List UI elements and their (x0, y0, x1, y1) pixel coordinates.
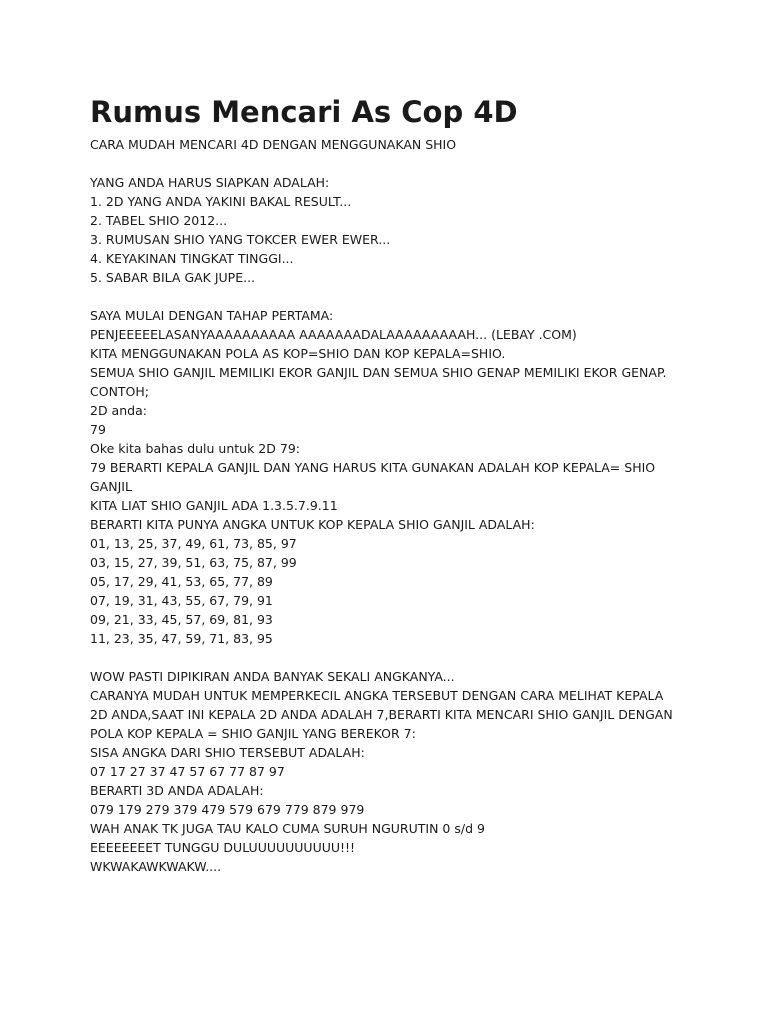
text-line: 79 (90, 422, 106, 437)
number-row: 03, 15, 27, 39, 51, 63, 75, 87, 99 (90, 555, 297, 570)
text-line: POLA KOP KEPALA = SHIO GANJIL YANG BEREKOR 7: (90, 726, 416, 741)
text-line: CARANYA MUDAH UNTUK MEMPERKECIL ANGKA TERSEBUT DENGAN CARA MELIHAT KEPALA (90, 688, 664, 703)
text-line: Oke kita bahas dulu untuk 2D 79: (90, 441, 300, 456)
page-title: Rumus Mencari As Cop 4D (90, 95, 518, 129)
text-line: SISA ANGKA DARI SHIO TERSEBUT ADALAH: (90, 745, 365, 760)
text-line: 5. SABAR BILA GAK JUPE... (90, 270, 256, 285)
text-line: 3. RUMUSAN SHIO YANG TOKCER EWER EWER... (90, 232, 391, 247)
text-line: 2D anda: (90, 403, 147, 418)
text-line: YANG ANDA HARUS SIAPKAN ADALAH: (90, 175, 330, 190)
section-narrowing (90, 667, 690, 876)
text-line: WOW PASTI DIPIKIRAN ANDA BANYAK SEKALI ANGKANYA... (90, 669, 455, 684)
text-line: EEEEEEEET TUNGGU DULUUUUUUUUUU!!! (90, 840, 356, 855)
number-row: 05, 17, 29, 41, 53, 65, 77, 89 (90, 574, 273, 589)
document-body (90, 135, 690, 876)
section-first-step (90, 306, 690, 648)
text-line: BERARTI KITA PUNYA ANGKA UNTUK KOP KEPALA SHIO GANJIL ADALAH: (90, 517, 535, 532)
number-row: 07, 19, 31, 43, 55, 67, 79, 91 (90, 593, 273, 608)
text-line: BERARTI 3D ANDA ADALAH: (90, 783, 264, 798)
subtitle: CARA MUDAH MENCARI 4D DENGAN MENGGUNAKAN SHIO (90, 137, 457, 152)
text-line: 4. KEYAKINAN TINGKAT TINGGI... (90, 251, 294, 266)
text-line: SEMUA SHIO GANJIL MEMILIKI EKOR GANJIL DAN SEMUA SHIO GENAP MEMILIKI EKOR GENAP. (90, 365, 667, 380)
text-line: WKWAKAWKWAKW.... (90, 859, 222, 874)
text-line: KITA MENGGUNAKAN POLA AS KOP=SHIO DAN KOP KEPALA=SHIO. (90, 346, 506, 361)
number-row: 01, 13, 25, 37, 49, 61, 73, 85, 97 (90, 536, 297, 551)
text-line: KITA LIAT SHIO GANJIL ADA 1.3.5.7.9.11 (90, 498, 338, 513)
text-line: 2. TABEL SHIO 2012... (90, 213, 228, 228)
paragraph-gap (90, 154, 690, 173)
text-line: SAYA MULAI DENGAN TAHAP PERTAMA: (90, 308, 334, 323)
number-row: 09, 21, 33, 45, 57, 69, 81, 93 (90, 612, 273, 627)
text-line: 1. 2D YANG ANDA YAKINI BAKAL RESULT... (90, 194, 352, 209)
text-line: CONTOH; (90, 384, 150, 399)
number-row: 07 17 27 37 47 57 67 77 87 97 (90, 764, 285, 779)
text-line: 2D ANDA,SAAT INI KEPALA 2D ANDA ADALAH 7,BERARTI KITA MENCARI SHIO GANJIL DENGAN (90, 707, 673, 722)
text-line: 79 BERARTI KEPALA GANJIL DAN YANG HARUS KITA GUNAKAN ADALAH KOP KEPALA= SHIO (90, 460, 656, 475)
paragraph-gap (90, 648, 690, 667)
number-row: 079 179 279 379 479 579 679 779 879 979 (90, 802, 365, 817)
number-row: 11, 23, 35, 47, 59, 71, 83, 95 (90, 631, 273, 646)
section-preparation (90, 173, 690, 287)
text-line: PENJEEEEELASANYAAAAAAAAAA AAAAAAADALAAAAAAAAAH... (LEBAY .COM) (90, 327, 577, 342)
text-line: WAH ANAK TK JUGA TAU KALO CUMA SURUH NGURUTIN 0 s/d 9 (90, 821, 485, 836)
text-line: GANJIL (90, 479, 132, 494)
paragraph-gap (90, 287, 690, 306)
